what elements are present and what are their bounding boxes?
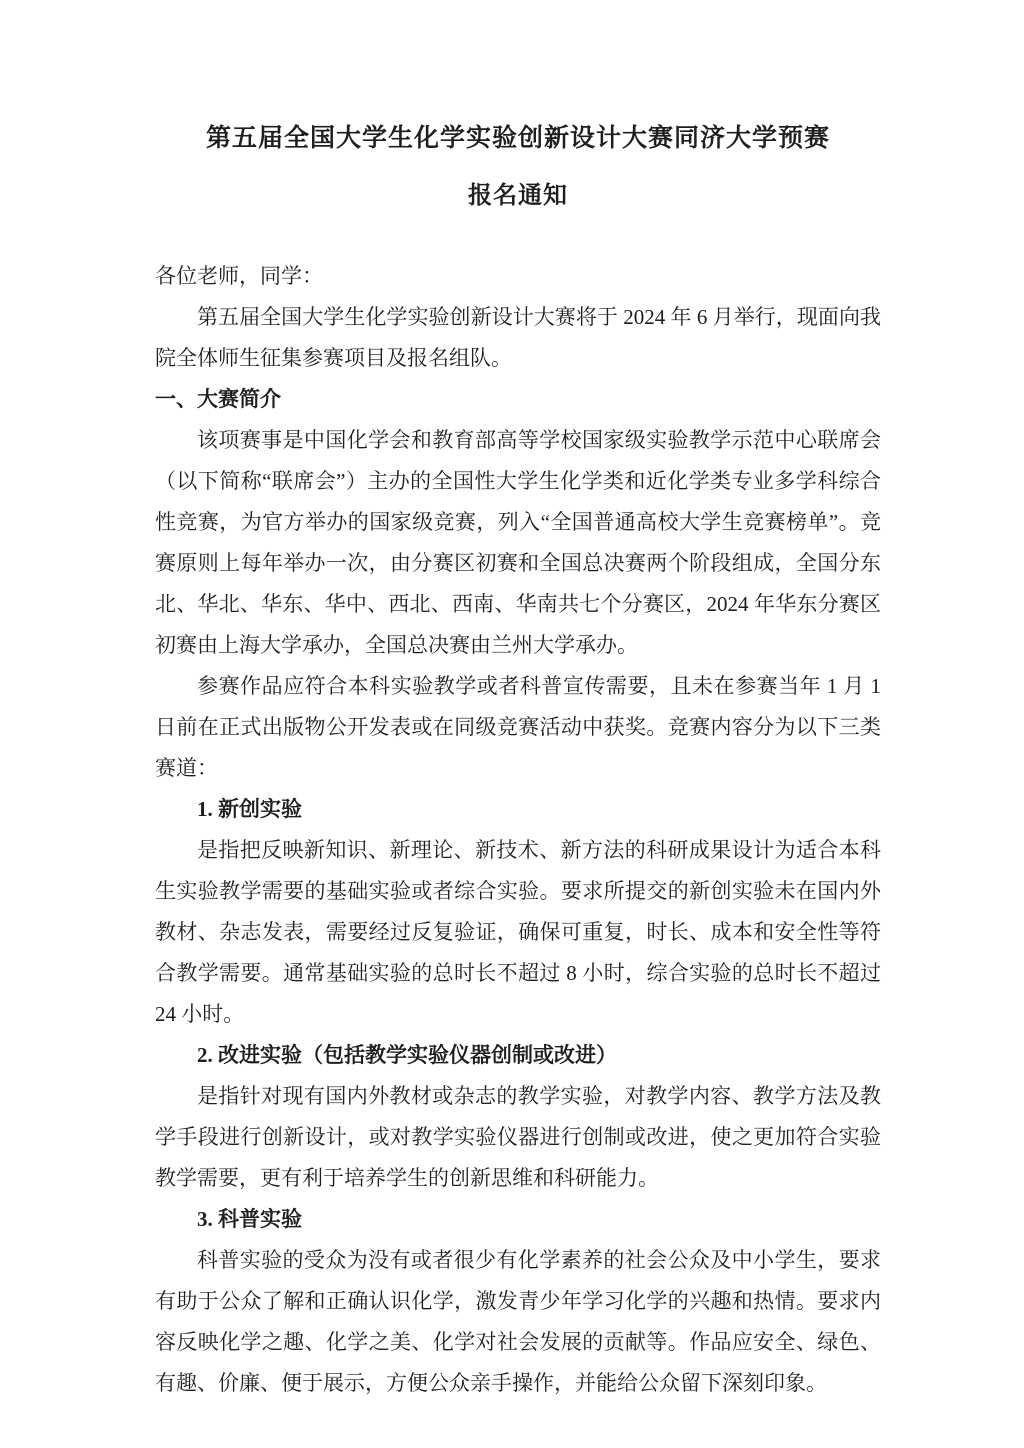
document-body [155, 256, 881, 1404]
intro-paragraph: 第五届全国大学生化学实验创新设计大赛将于 2024 年 6 月举行，现面向我院全体师生征集参赛项目及报名组队。 [155, 305, 881, 370]
track-1-description-paragraph: 是指把反映新知识、新理论、新技术、新方法的科研成果设计为适合本科生实验教学需要的基础实验或者综合实验。要求所提交的新创实验未在国内外教材、杂志发表，需要经过反复验证，确保可重复，时长、成本和安全性等符合教学需要。通常基础实验的总时长不超过 8 小时，综合实验的总时长不超过 24 小时。 [155, 838, 881, 1026]
section-heading-competition-intro: 一、大赛简介 [155, 387, 281, 411]
subheading-track-1-new-experiment: 1. 新创实验 [197, 797, 302, 821]
subheading-track-3-science-popularization: 3. 科普实验 [197, 1207, 302, 1231]
track-2-description-paragraph: 是指针对现有国内外教材或杂志的教学实验，对教学内容、教学方法及教学手段进行创新设计，或对教学实验仪器进行创制或改进，使之更加符合实验教学需要，更有利于培养学生的创新思维和科研能力。 [155, 1084, 881, 1190]
document-title: 第五届全国大学生化学实验创新设计大赛同济大学预赛 [205, 125, 830, 152]
salutation: 各位老师，同学： [155, 264, 323, 288]
document-subtitle: 报名通知 [468, 183, 568, 209]
subheading-track-2-improved-experiment: 2. 改进实验（包括教学实验仪器创制或改进） [197, 1043, 617, 1067]
entry-requirements-paragraph: 参赛作品应符合本科实验教学或者科普宣传需要，且未在参赛当年 1 月 1 日前在正式出版物公开发表或在同级竞赛活动中获奖。竞赛内容分为以下三类赛道： [155, 674, 881, 780]
competition-overview-paragraph: 该项赛事是中国化学会和教育部高等学校国家级实验教学示范中心联席会（以下简称“联席会”）主办的全国性大学生化学类和近化学类专业多学科综合性竞赛，为官方举办的国家级竞赛，列入“全国普通高校大学生竞赛榜单”。竞赛原则上每年举办一次，由分赛区初赛和全国总决赛两个阶段组成，全国分东北、华北、华东、华中、西北、西南、华南共七个分赛区，2024 年华东分赛区初赛由上海大学承办，全国总决赛由兰州大学承办。 [155, 428, 881, 657]
track-3-description-paragraph: 科普实验的受众为没有或者很少有化学素养的社会公众及中小学生，要求有助于公众了解和正确认识化学，激发青少年学习化学的兴趣和热情。要求内容反映化学之趣、化学之美、化学对社会发展的贡献等。作品应安全、绿色、有趣、价廉、便于展示，方便公众亲手操作，并能给公众留下深刻印象。 [155, 1248, 881, 1395]
document-content [155, 118, 881, 1404]
